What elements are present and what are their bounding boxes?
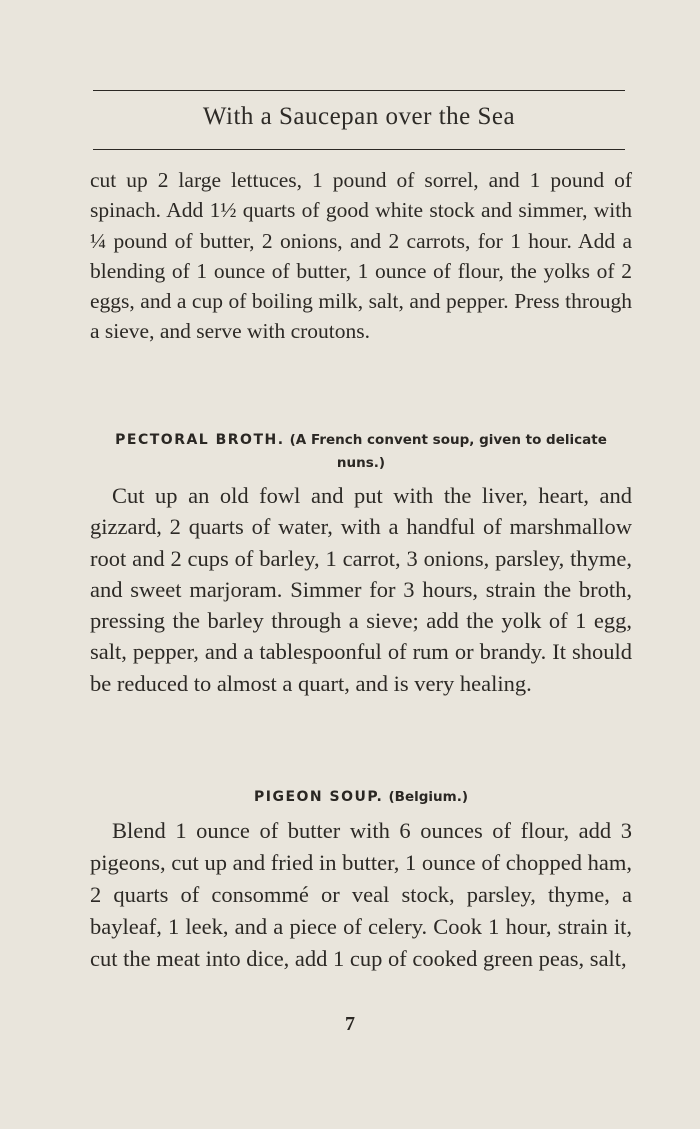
recipe-heading-pectoral-broth	[90, 428, 632, 474]
recipe-heading-pigeon-soup	[90, 785, 632, 808]
header-rule-bottom	[93, 149, 625, 150]
recipe-body-pigeon-soup: Blend 1 ounce of butter with 6 ounces of flour, add 3 pigeons, cut up and fried in butter, 1 ounce of chopped ham, 2 quarts of consommé or veal stock, parsley, thyme, a bayleaf, 1 leek, and a piece of celery. Cook 1 hour, strain it, cut the meat into dice, add 1 cup of cooked green peas, salt,	[90, 818, 632, 971]
recipe-note: (Belgium.)	[388, 789, 468, 805]
page-number: 7	[345, 1013, 355, 1035]
running-head: With a Saucepan over the Sea	[202, 103, 516, 130]
recipe-note: (A French convent soup, given to delicate nuns.)	[289, 432, 607, 471]
recipe-body-pectoral-broth: Cut up an old fowl and put with the liver, heart, and gizzard, 2 quarts of water, with a handful of marshmallow root and 2 cups of barley, 1 carrot, 3 onions, parsley, thyme, and sweet marjoram. Simmer for 3 hours, strain the broth, pressing the barley through a sieve; add the yolk of 1 egg, salt, pepper, and a tablespoonful of rum or brandy. It should be reduced to almost a quart, and is very healing.	[90, 483, 632, 696]
continued-recipe-paragraph: cut up 2 large lettuces, 1 pound of sorrel, and 1 pound of spinach. Add 1½ quarts of good white stock and simmer, with ¼ pound of butter, 2 onions, and 2 carrots, for 1 hour. Add a blending of 1 ounce of butter, 1 ounce of flour, the yolks of 2 eggs, and a cup of boiling milk, salt, and pepper. Press through a sieve, and serve with croutons.	[90, 168, 632, 344]
recipe-title: PECTORAL BROTH.	[115, 432, 285, 448]
recipe-title: PIGEON SOUP.	[254, 789, 384, 805]
header-rule-top	[93, 90, 625, 91]
